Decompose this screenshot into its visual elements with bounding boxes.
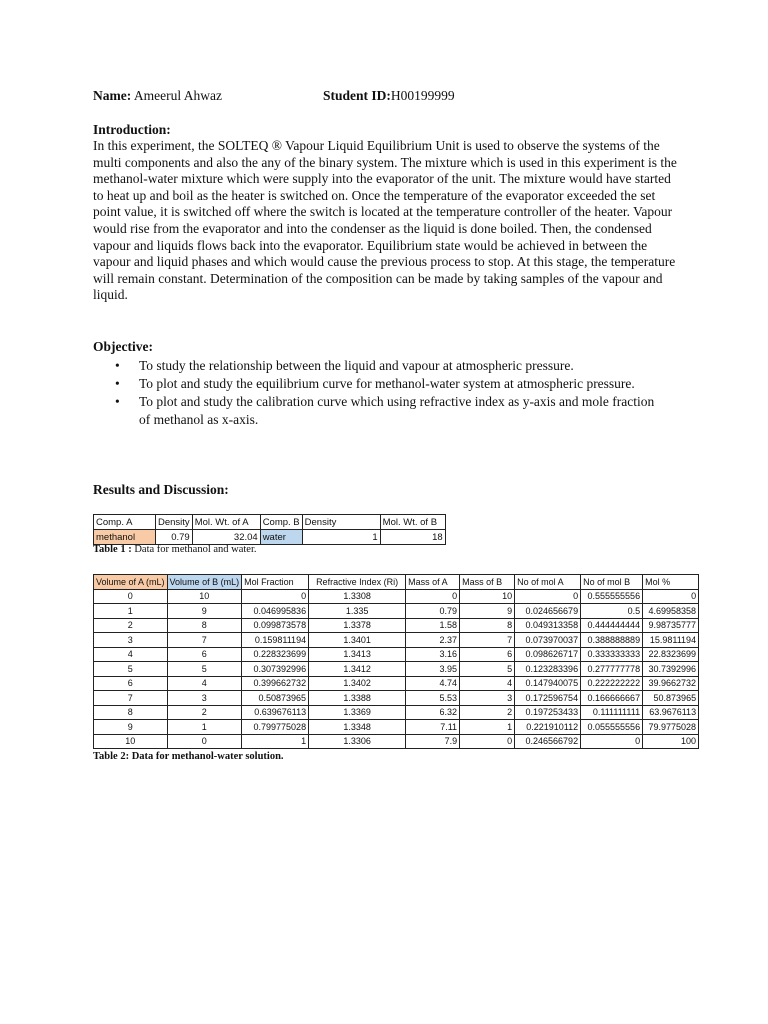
table-cell: 39.9662732 <box>643 676 699 691</box>
table-cell: 9 <box>167 604 242 619</box>
table-row <box>94 662 699 677</box>
table-cell: 22.8323699 <box>643 647 699 662</box>
table-cell: 1 <box>167 720 242 735</box>
table-cell: 0.555555556 <box>581 589 643 604</box>
table-cell: 0.073970037 <box>515 633 581 648</box>
student-id <box>323 88 455 104</box>
table-cell: 50.873965 <box>643 691 699 706</box>
table-cell: 0 <box>581 734 643 749</box>
table-cell: 0.111111111 <box>581 705 643 720</box>
objective-item: • To plot and study the calibration curve which using refractive index as y-axis and mole fraction of methanol as x-axis. <box>115 394 655 427</box>
table-cell: 3 <box>167 691 242 706</box>
table-cell: 6 <box>167 647 242 662</box>
table-cell: 2.37 <box>406 633 460 648</box>
table-cell: 0.399662732 <box>242 676 309 691</box>
table-cell: 4 <box>167 676 242 691</box>
table-header-cell: No of mol B <box>581 575 643 590</box>
table-cell: 0.172596754 <box>515 691 581 706</box>
table-cell: 0.333333333 <box>581 647 643 662</box>
table-cell: 0 <box>406 589 460 604</box>
table-cell: 0.166666667 <box>581 691 643 706</box>
table-cell: 0 <box>167 734 242 749</box>
table-cell: 1.3378 <box>309 618 406 633</box>
table-header-cell: Mol % <box>643 575 699 590</box>
table-cell: 0.159811194 <box>242 633 309 648</box>
table-row <box>94 604 699 619</box>
table-cell: 1.3412 <box>309 662 406 677</box>
table-row <box>94 691 699 706</box>
table-cell: 1.3413 <box>309 647 406 662</box>
table-cell: 0.307392996 <box>242 662 309 677</box>
table-cell: 3 <box>460 691 515 706</box>
table-header-cell: Comp. A <box>94 515 156 530</box>
objective-item: • To study the relationship between the liquid and vapour at atmospheric pressure. <box>115 358 574 373</box>
table-row <box>94 647 699 662</box>
table-cell: 0.197253433 <box>515 705 581 720</box>
table-cell: 0 <box>460 734 515 749</box>
table-cell: 2 <box>94 618 168 633</box>
table-2 <box>93 574 699 749</box>
bullet-icon: • <box>115 358 120 373</box>
table-cell: 7.9 <box>406 734 460 749</box>
table-cell: 79.9775028 <box>643 720 699 735</box>
table-cell: 1.58 <box>406 618 460 633</box>
table-cell: 0.277777778 <box>581 662 643 677</box>
table-cell: 0.79 <box>156 530 193 545</box>
table-cell: 8 <box>94 705 168 720</box>
table-cell: 0.098626717 <box>515 647 581 662</box>
table-cell: 0.123283396 <box>515 662 581 677</box>
table-cell: 0.024656679 <box>515 604 581 619</box>
table-cell: 7 <box>167 633 242 648</box>
table-cell: 0.099873578 <box>242 618 309 633</box>
table-cell: 7 <box>460 633 515 648</box>
table-cell: 10 <box>167 589 242 604</box>
table-header-cell: Mol. Wt. of B <box>380 515 445 530</box>
table-header-cell: Mass of B <box>460 575 515 590</box>
table-cell: 4 <box>460 676 515 691</box>
table-cell: 0.147940075 <box>515 676 581 691</box>
table-cell: 0.388888889 <box>581 633 643 648</box>
table-cell: 1 <box>94 604 168 619</box>
table-cell: methanol <box>94 530 156 545</box>
table-row <box>94 734 699 749</box>
table-cell: 0.50873965 <box>242 691 309 706</box>
table-cell: 0.222222222 <box>581 676 643 691</box>
table-cell: 6 <box>460 647 515 662</box>
table-cell: 1 <box>302 530 380 545</box>
table-cell: 7.11 <box>406 720 460 735</box>
name-value: Ameerul Ahwaz <box>131 88 222 103</box>
table-header-cell: Mass of A <box>406 575 460 590</box>
table-header-row <box>94 575 699 590</box>
table-cell: 0 <box>643 589 699 604</box>
table-cell: 18 <box>380 530 445 545</box>
name-line <box>93 88 455 104</box>
table-cell: 5.53 <box>406 691 460 706</box>
table-cell: 0.055555556 <box>581 720 643 735</box>
table-cell: 3 <box>94 633 168 648</box>
table-cell: 0.228323699 <box>242 647 309 662</box>
table-row <box>94 530 446 545</box>
table-cell: 0 <box>94 589 168 604</box>
table-cell: 10 <box>460 589 515 604</box>
table-header-cell: Refractive Index (Ri) <box>309 575 406 590</box>
introduction-text: In this experiment, the SOLTEQ ® Vapour Liquid Equilibrium Unit is used to observe the systems of the multi components and also the any of the binary system. The mixture which is used in this experiment is the methanol-water mixture which were supply into the evaporator of the unit. The mixture would have started to heat up and boil as the heater is switched on. Once the temperature of the evaporator exceeded the set point value, it is switched off where the switch is located at the temperature controller of the heater. Vapour would rise from the evaporator and into the condenser as the liquid is done boiled. Then, the condensed vapour and liquids flows back into the evaporator. Equilibrium state would be achieved in between the vapour and liquid phases and which would cause the previous process to stop. At this stage, the temperature will remain constant. Determination of the composition can be made by taking samples of the vapour and liquid. <box>93 138 677 303</box>
table-row <box>94 633 699 648</box>
table-cell: 0.046995836 <box>242 604 309 619</box>
table-cell: 3.16 <box>406 647 460 662</box>
table-header-cell: No of mol A <box>515 575 581 590</box>
table-cell: 8 <box>167 618 242 633</box>
table-cell: 32.04 <box>192 530 260 545</box>
table-cell: 0.639676113 <box>242 705 309 720</box>
table-cell: 1.3402 <box>309 676 406 691</box>
table-cell: 0.049313358 <box>515 618 581 633</box>
objective-list <box>93 357 663 429</box>
table-cell: 100 <box>643 734 699 749</box>
table-cell: 1.3348 <box>309 720 406 735</box>
table-header-cell: Comp. B <box>260 515 302 530</box>
table-cell: 0.799775028 <box>242 720 309 735</box>
table-cell: 5 <box>167 662 242 677</box>
student-id-label: Student ID: <box>323 88 391 103</box>
table-cell: 1.3306 <box>309 734 406 749</box>
table-cell: 9.98735777 <box>643 618 699 633</box>
table-row <box>94 720 699 735</box>
table-cell: 4.69958358 <box>643 604 699 619</box>
table-cell: 1.3388 <box>309 691 406 706</box>
table-cell: 0.444444444 <box>581 618 643 633</box>
table-header-cell: Density <box>156 515 193 530</box>
table-cell: 8 <box>460 618 515 633</box>
table-cell: 0 <box>242 589 309 604</box>
table-cell: 0.221910112 <box>515 720 581 735</box>
table-header-cell: Density <box>302 515 380 530</box>
table-cell: 2 <box>460 705 515 720</box>
table-2-body <box>94 589 699 749</box>
table-cell: water <box>260 530 302 545</box>
table-cell: 9 <box>460 604 515 619</box>
table-cell: 0.5 <box>581 604 643 619</box>
table-row <box>94 676 699 691</box>
table-1 <box>93 514 446 545</box>
table-cell: 2 <box>167 705 242 720</box>
table-cell: 1.3308 <box>309 589 406 604</box>
table-cell: 30.7392996 <box>643 662 699 677</box>
table-header-cell: Mol. Wt. of A <box>192 515 260 530</box>
table-cell: 1.3401 <box>309 633 406 648</box>
table-header-cell: Mol Fraction <box>242 575 309 590</box>
table-1-caption: Table 1 : Data for methanol and water. <box>93 544 257 555</box>
table-cell: 4 <box>94 647 168 662</box>
table-cell: 10 <box>94 734 168 749</box>
table-row <box>94 589 699 604</box>
table-cell: 63.9676113 <box>643 705 699 720</box>
table-cell: 1.3369 <box>309 705 406 720</box>
table-row <box>94 705 699 720</box>
student-id-value: H00199999 <box>390 88 455 103</box>
table-cell: 6 <box>94 676 168 691</box>
table-cell: 15.9811194 <box>643 633 699 648</box>
table-cell: 5 <box>94 662 168 677</box>
table-header-row <box>94 515 446 530</box>
table-cell: 0.246566792 <box>515 734 581 749</box>
table-cell: 0 <box>515 589 581 604</box>
table-header-cell: Volume of A (mL) <box>94 575 168 590</box>
table-cell: 4.74 <box>406 676 460 691</box>
table-cell: 7 <box>94 691 168 706</box>
objective-item: • To plot and study the equilibrium curve for methanol-water system at atmospheric pressure. <box>115 376 635 391</box>
table-2-caption: Table 2: Data for methanol-water solution. <box>93 751 284 762</box>
table-cell: 5 <box>460 662 515 677</box>
name-label: Name: <box>93 88 132 103</box>
table-cell: 0.79 <box>406 604 460 619</box>
table-cell: 1 <box>242 734 309 749</box>
table-cell: 1.335 <box>309 604 406 619</box>
table-cell: 9 <box>94 720 168 735</box>
introduction-heading: Introduction: <box>93 122 171 137</box>
table-row <box>94 618 699 633</box>
results-heading: Results and Discussion: <box>93 482 229 497</box>
table-cell: 3.95 <box>406 662 460 677</box>
bullet-icon: • <box>115 376 120 391</box>
table-header-cell: Volume of B (mL) <box>167 575 242 590</box>
bullet-icon: • <box>115 394 120 409</box>
table-cell: 6.32 <box>406 705 460 720</box>
objective-heading: Objective: <box>93 339 153 354</box>
table-cell: 1 <box>460 720 515 735</box>
